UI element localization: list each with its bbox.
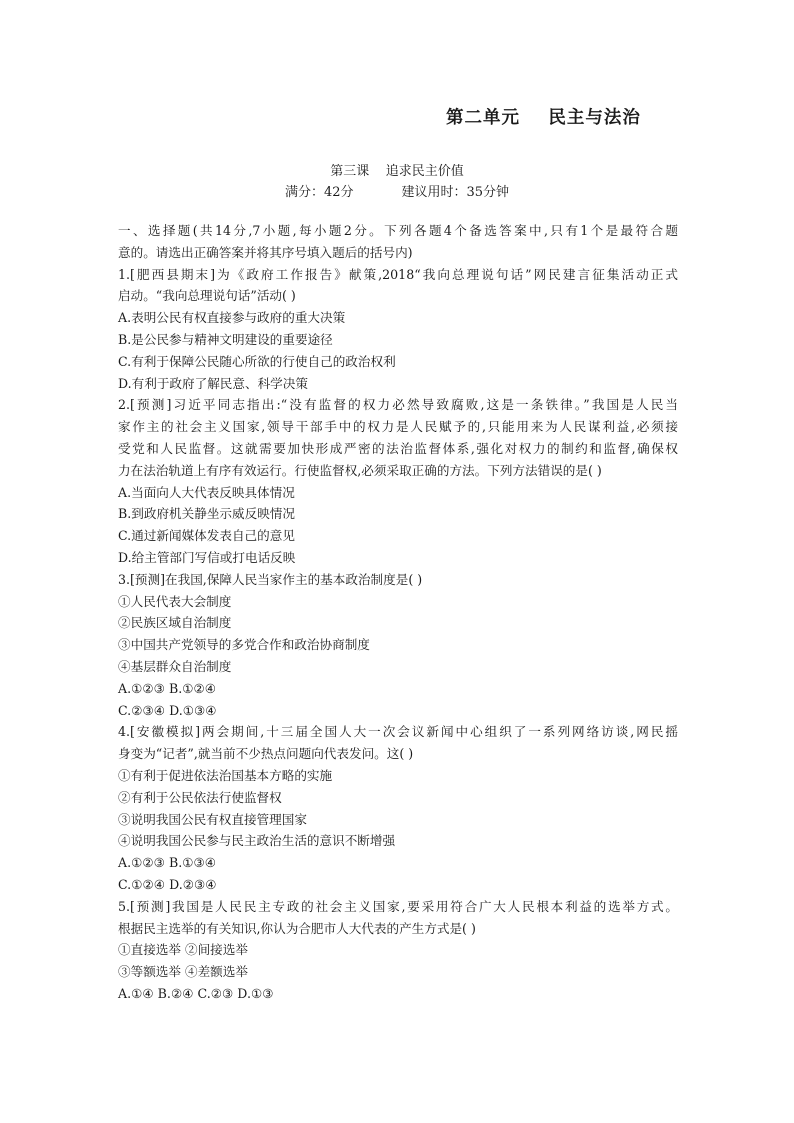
section-intro-line: 一、选择题(共14分,7小题,每小题2分。下列各题4个备选答案中,只有1个是最符合题 — [118, 223, 678, 238]
statement-item: ①直接选举 ②间接选举 — [118, 942, 248, 958]
question-stem-line: 受党和人民监督。这就需要加快形成严密的法治监督体系,强化对权力的制约和监督,确保权 — [118, 440, 678, 456]
question-stem-line: 根据民主选举的有关知识,你认为合肥市人大代表的产生方式是( ) — [118, 920, 476, 936]
statement-item: ③说明我国公民有权直接管理国家 — [118, 811, 307, 827]
answer-option: C.有利于保障公民随心所欲的行使自己的政治权利 — [118, 353, 396, 369]
question-stem-line: 5.[预测]我国是人民民主专政的社会主义国家,要采用符合广大人民根本利益的选举方式。 — [118, 898, 678, 914]
statement-item: ②有利于公民依法行使监督权 — [118, 789, 282, 805]
answer-option: B.到政府机关静坐示威反映情况 — [118, 506, 295, 522]
answer-option: A.当面向人大代表反映具体情况 — [118, 484, 295, 500]
answer-option: C.通过新闻媒体发表自己的意见 — [118, 528, 295, 544]
statement-item: ①有利于促进依法治国基本方略的实施 — [118, 767, 333, 783]
question-stem-line: 2.[预测]习近平同志指出:“没有监督的权力必然导致腐败,这是一条铁律。”我国是人民当 — [118, 397, 678, 413]
question-stem-line: 身变为“记者”,就当前不少热点问题向代表发问。这( ) — [118, 746, 414, 762]
answer-option: A.①②③ B.①③④ — [118, 855, 217, 871]
answer-option: A.表明公民有权直接参与政府的重大决策 — [118, 310, 346, 326]
answer-option: C.②③④ D.①③④ — [118, 702, 217, 718]
question-stem-line: 力在法治轨道上有序有效运行。行使监督权,必须采取正确的方法。下列方法错误的是( ) — [118, 462, 602, 478]
question-stem-line: 家作主的社会主义国家,领导干部手中的权力是人民赋予的,只能用来为人民谋利益,必须接 — [118, 419, 678, 435]
answer-option: C.①②④ D.②③④ — [118, 876, 217, 892]
exam-meta — [0, 181, 794, 200]
section-intro-line: 意的。请选出正确答案并将其序号填入题后的括号内) — [118, 244, 413, 260]
answer-option: A.①②③ B.①②④ — [118, 680, 217, 696]
statement-item: ④说明我国公民参与民主政治生活的意识不断增强 — [118, 833, 396, 849]
statement-item: ②民族区域自治制度 — [118, 615, 232, 631]
answer-option: B.是公民参与精神文明建设的重要途径 — [118, 331, 333, 347]
lesson-title: 第三课 追求民主价值 — [330, 164, 464, 179]
statement-item: ③等额选举 ④差额选举 — [118, 964, 248, 980]
answer-option: D.给主管部门写信或打电话反映 — [118, 549, 296, 565]
statement-item: ①人民代表大会制度 — [118, 593, 232, 609]
unit-title: 第二单元 民主与法治 — [446, 108, 641, 128]
question-stem-line: 3.[预测]在我国,保障人民当家作主的基本政治制度是( ) — [118, 571, 423, 587]
question-list — [118, 220, 678, 1005]
question-stem-line: 1.[肥西县期末]为《政府工作报告》献策,2018“我向总理说句话”网民建言征集活动正式 — [118, 266, 678, 282]
time-label: 建议用时：35分钟 — [401, 185, 510, 200]
answer-option: D.有利于政府了解民意、科学决策 — [118, 375, 308, 391]
answer-option: A.①④ B.②④ C.②③ D.①③ — [118, 985, 274, 1001]
statement-item: ③中国共产党领导的多党合作和政治协商制度 — [118, 637, 370, 653]
question-stem-line: 启动。“我向总理说句话”活动( ) — [118, 288, 296, 304]
question-stem-line: 4.[安徽模拟]两会期间,十三届全国人大一次会议新闻中心组织了一系列网络访谈,网民摇 — [118, 724, 678, 740]
statement-item: ④基层群众自治制度 — [118, 658, 232, 674]
score-label: 满分：42分 — [284, 185, 354, 200]
